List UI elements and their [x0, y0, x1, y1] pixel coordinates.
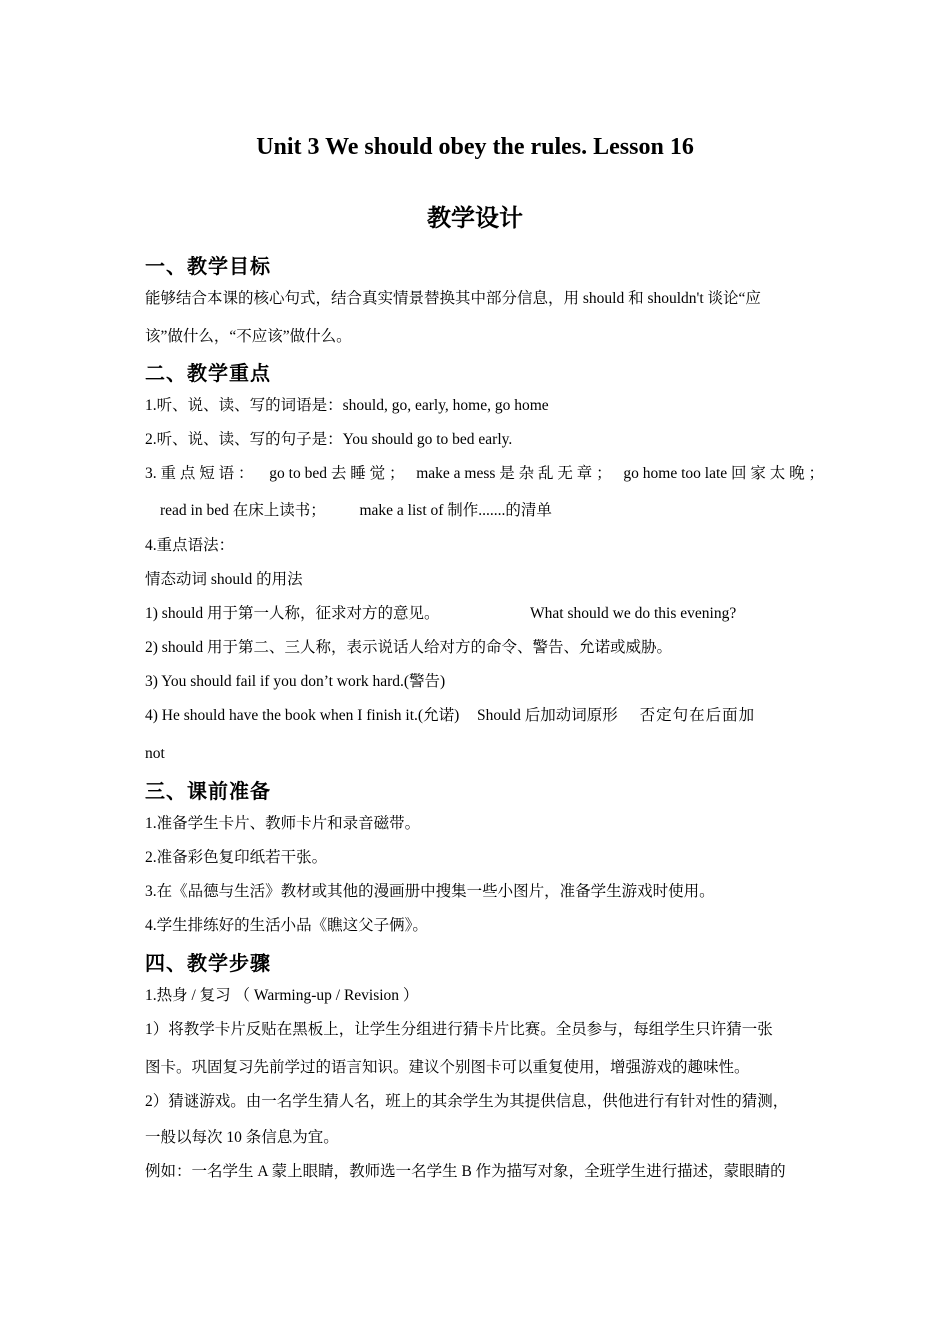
paragraph-line: 例如：一名学生 A 蒙上眼睛，教师选一名学生 B 作为描写对象，全班学生进行描述，蒙眼睛的 [145, 1163, 786, 1180]
key-phrases-line [160, 501, 552, 521]
paragraph-line: 一般以每次 10 条信息为宜。 [145, 1129, 339, 1146]
section-heading-steps: 四、教学步骤 [145, 953, 271, 975]
paragraph-line: 情态动词 should 的用法 [145, 571, 303, 588]
paragraph-line: 2.听、说、读、写的句子是：You should go to bed early. [145, 431, 513, 448]
paragraph-line: 1.听、说、读、写的词语是：should, go, early, home, go home [145, 397, 549, 414]
section-heading-objectives: 一、教学目标 [145, 256, 271, 278]
section-heading-key-points: 二、教学重点 [145, 363, 271, 385]
paragraph-line: 图卡。巩固复习先前学过的语言知识。建议个别图卡可以重复使用，增强游戏的趣味性。 [145, 1059, 750, 1076]
phrase-item: make a list of 制作.......的清单 [359, 502, 552, 519]
paragraph-line [145, 706, 755, 726]
paragraph-line: 该”做什么，“不应该”做什么。 [145, 328, 352, 345]
example-sentence: 4) He should have the book when I finish it.(允诺) [145, 707, 460, 724]
paragraph-line: not [145, 745, 165, 762]
paragraph-line: 2）猜谜游戏。由一名学生猜人名，班上的其余学生为其提供信息，供他进行有针对性的猜测， [145, 1093, 789, 1110]
paragraph-line: 1.热身 / 复习 （ Warming-up / Revision ） [145, 987, 419, 1004]
list-item: 2.准备彩色复印纸若干张。 [145, 849, 328, 866]
phrase-item: go home too late 回 家 太 晚 ； [623, 465, 825, 482]
grammar-rule: 1) should 用于第一人称，征求对方的意见。 [145, 605, 440, 622]
key-phrases-label: 3. 重 点 短 语 ： [145, 465, 254, 482]
section-heading-preparation: 三、课前准备 [145, 781, 271, 803]
document-subtitle: 教学设计 [427, 206, 523, 232]
paragraph-line: 4.重点语法： [145, 537, 235, 554]
paragraph-line [145, 604, 737, 624]
paragraph-line: 能够结合本课的核心句式，结合真实情景替换其中部分信息，用 should 和 shouldn't 谈论“应 [145, 290, 761, 307]
paragraph-line: 2) should 用于第二、三人称，表示说话人给对方的命令、警告、允诺或威胁。 [145, 639, 673, 656]
grammar-note: Should 后加动词原形 [477, 707, 618, 724]
list-item: 3.在《品德与生活》教材或其他的漫画册中搜集一些小图片，准备学生游戏时使用。 [145, 883, 715, 900]
paragraph-line: 1）将教学卡片反贴在黑板上，让学生分组进行猜卡片比赛。全员参与，每组学生只许猜一张 [145, 1021, 773, 1038]
example-sentence: What should we do this evening? [530, 605, 737, 622]
phrase-item: read in bed 在床上读书； [160, 502, 326, 519]
list-item: 4.学生排练好的生活小品《瞧这父子俩》。 [145, 917, 428, 934]
phrase-item: make a mess 是 杂 乱 无 章 ； [416, 465, 612, 482]
list-item: 1.准备学生卡片、教师卡片和录音磁带。 [145, 815, 421, 832]
grammar-note: 否定句在后面加 [639, 707, 756, 724]
phrase-item: go to bed 去 睡 觉 ； [269, 465, 405, 482]
key-phrases-line [145, 464, 824, 484]
paragraph-line: 3) You should fail if you don’t work hard.(警告) [145, 673, 446, 690]
document-title: Unit 3 We should obey the rules. Lesson 16 [256, 134, 694, 160]
